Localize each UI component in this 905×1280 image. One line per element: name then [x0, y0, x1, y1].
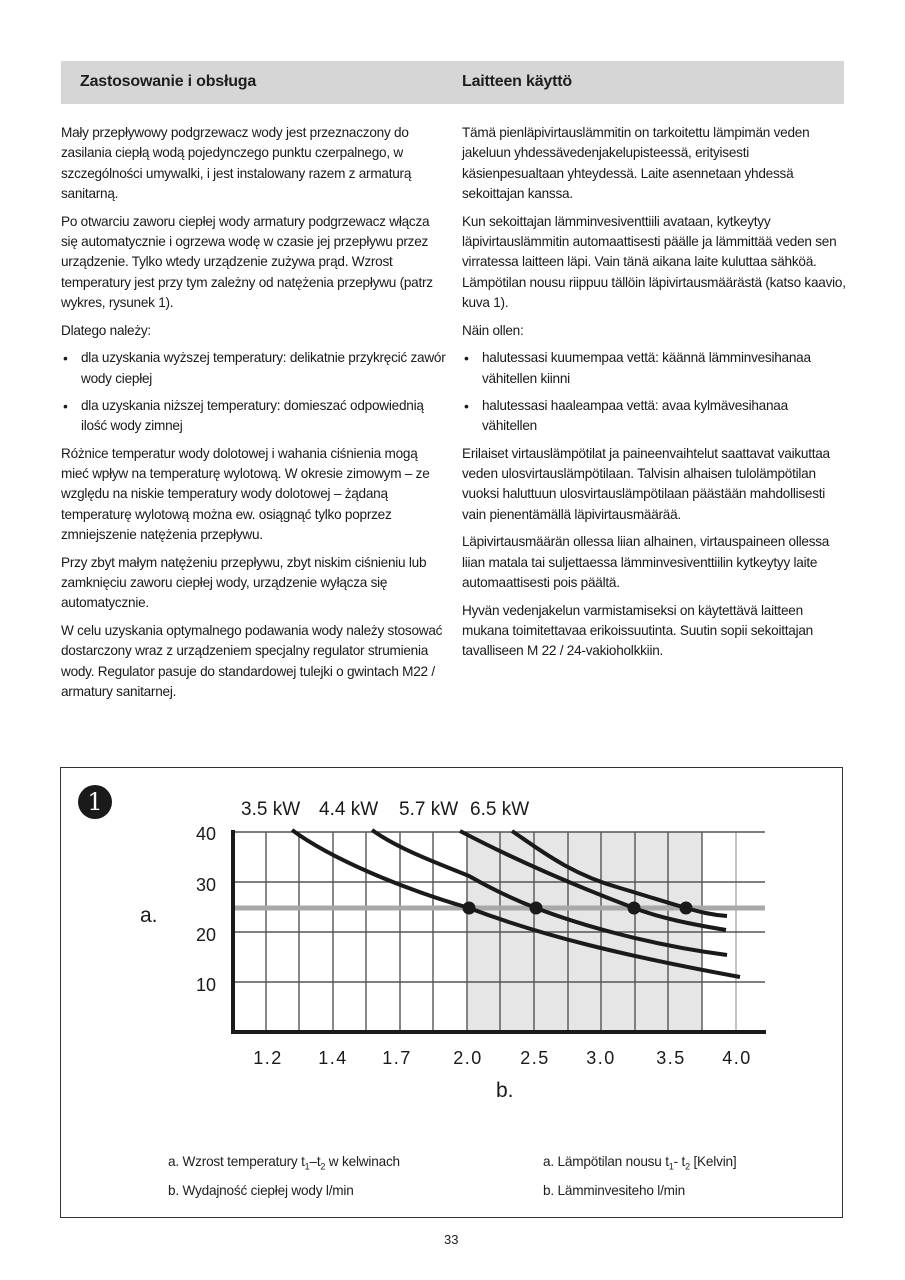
- x-tick-label: 1.4: [318, 1048, 348, 1068]
- paragraph: Mały przepływowy podgrzewacz wody jest przeznaczony do zasilania ciepłą wodą pojedynczego punktu czerpalnego, w szczególności umywalki, i jest instalowany razem z armaturą sanitarną.: [61, 125, 412, 201]
- paragraph: Po otwarciu zaworu ciepłej wody armatury podgrzewacz włącza się automatycznie i ogrzewa wodę w czasie jej przepływu przez urządzenie. Tylko wtedy urządzenie zużywa prąd. Wzrost temperatury jest przy tym zależny od natężenia przepływu (patrz wykres, rysunek 1).: [61, 213, 433, 310]
- bullet-item: • dla uzyskania niższej temperatury: domieszać odpowiednią ilość wody zimnej: [61, 396, 446, 437]
- paragraph: Hyvän vedenjakelun varmistamiseksi on käytettävä laitteen mukana toimitettavaa erikoissuutinta. Suutin sopii sekoittajan tavalliseen M 22 / 24-vakioholkkiin.: [462, 602, 813, 659]
- legend-entry-b: b. Lämminvesiteho l/min: [543, 1182, 685, 1198]
- x-tick-label: 1.2: [253, 1048, 283, 1068]
- x-tick-label: 4.0: [722, 1048, 752, 1068]
- x-tick-label: 2.5: [520, 1048, 550, 1068]
- series-label: 5.7 kW: [399, 799, 459, 820]
- series-label: 3.5 kW: [241, 799, 301, 820]
- legend-entry-a: a. Wzrost temperatury $t_1-t_2$ w kelwinach: [168, 1154, 400, 1172]
- section-title-finnish: Laitteen käyttö: [462, 73, 572, 90]
- paragraph: Erilaiset virtauslämpötilat ja paineenvaihtelut saattavat vaikuttaa veden ulosvirtauslämpötilaan. Talvisin alhaisen tulolämpötilan vuoksi haluttuun ulosvirtauslämpötilaan päästään mahdollisesti vain pienentämällä läpivirtausmäärää.: [462, 445, 830, 522]
- y-axis-label: a.: [140, 904, 158, 927]
- x-tick-label: 3.0: [586, 1048, 616, 1068]
- legend-polish: [168, 1150, 400, 1203]
- bullet-item: • dla uzyskania wyższej temperatury: delikatnie przykręcić zawór wody ciepłej: [61, 348, 446, 389]
- x-tick-label: 1.7: [382, 1048, 412, 1068]
- bullet-item: • halutessasi haaleampaa vettä: avaa kylmävesihanaa vähitellen: [462, 396, 846, 437]
- paragraph: Przy zbyt małym natężeniu przepływu, zbyt niskim ciśnieniu lub zamknięciu zaworu ciepłej wody, urządzenie wyłącza się automatycznie.: [61, 554, 427, 611]
- y-tick-label: 10: [195, 975, 216, 995]
- figure-number-badge: 1: [78, 785, 112, 819]
- paragraph: Näin ollen:: [462, 322, 524, 338]
- y-tick-label: 30: [195, 875, 216, 895]
- page-number: 33: [444, 1232, 459, 1247]
- paragraph: Tämä pienläpivirtauslämmitin on tarkoitettu lämpimän veden jakeluun yhdessävedenjakelupisteessä, erityisesti käsienpesualtaan yhteydessä. Laite asennetaan yhdessä sekoittajan kanssa.: [462, 125, 810, 201]
- legend-entry-a: a. Lämpötilan nousu $t_1-$ $t_2$ [Kelvin]: [543, 1154, 737, 1172]
- paragraph: Różnice temperatur wody dolotowej i wahania ciśnienia mogą mieć wpływ na temperaturę wylotową. W okresie zimowym – ze względu na niskie temperatury wody dolotowej – żądaną temperaturę wylotową można ew. osiągnąć tylko poprzez zmniejszenie natężenia przepływu.: [61, 445, 430, 542]
- paragraph: Läpivirtausmäärän ollessa liian alhainen, virtauspaineen ollessa liian matala tai suljettaessa lämminvesiventtiilin kytkeytyy laite automaattisesti pois päältä.: [462, 534, 830, 590]
- paragraph: Kun sekoittajan lämminvesiventtiili avataan, kytkeytyy läpivirtauslämmitin automaattisesti päälle ja lämmittää veden sen virratessa laitteen läpi. Vain tänä aikana laite kuluttaa sähköä. Lämpötilan nousu riippuu tällöin läpivirtausmäärästä (katso kaavio, kuva 1).: [462, 213, 846, 310]
- x-tick-label: 2.0: [453, 1048, 483, 1068]
- y-tick-label: 20: [195, 925, 216, 945]
- x-tick-label: 3.5: [656, 1048, 686, 1068]
- paragraph: W celu uzyskania optymalnego podawania wody należy stosować dostarczony wraz z urządzeniem specjalny regulator strumienia wody. Regulator pasuje do standardowej tulejki o gwintach M22 / armatury sanitarnej.: [61, 623, 443, 699]
- y-tick-label: 40: [195, 824, 216, 844]
- legend-entry-b: b. Wydajność ciepłej wody l/min: [168, 1182, 354, 1198]
- bullet-item: • halutessasi kuumempaa vettä: käännä lämminvesihanaa vähitellen kiinni: [462, 348, 846, 389]
- section-title-polish: Zastosowanie i obsługa: [80, 73, 257, 90]
- x-axis-label: b.: [496, 1079, 514, 1102]
- series-label: 4.4 kW: [319, 799, 379, 820]
- paragraph: Dlatego należy:: [61, 322, 151, 338]
- series-label: 6.5 kW: [470, 799, 530, 820]
- legend-finnish: [543, 1150, 736, 1203]
